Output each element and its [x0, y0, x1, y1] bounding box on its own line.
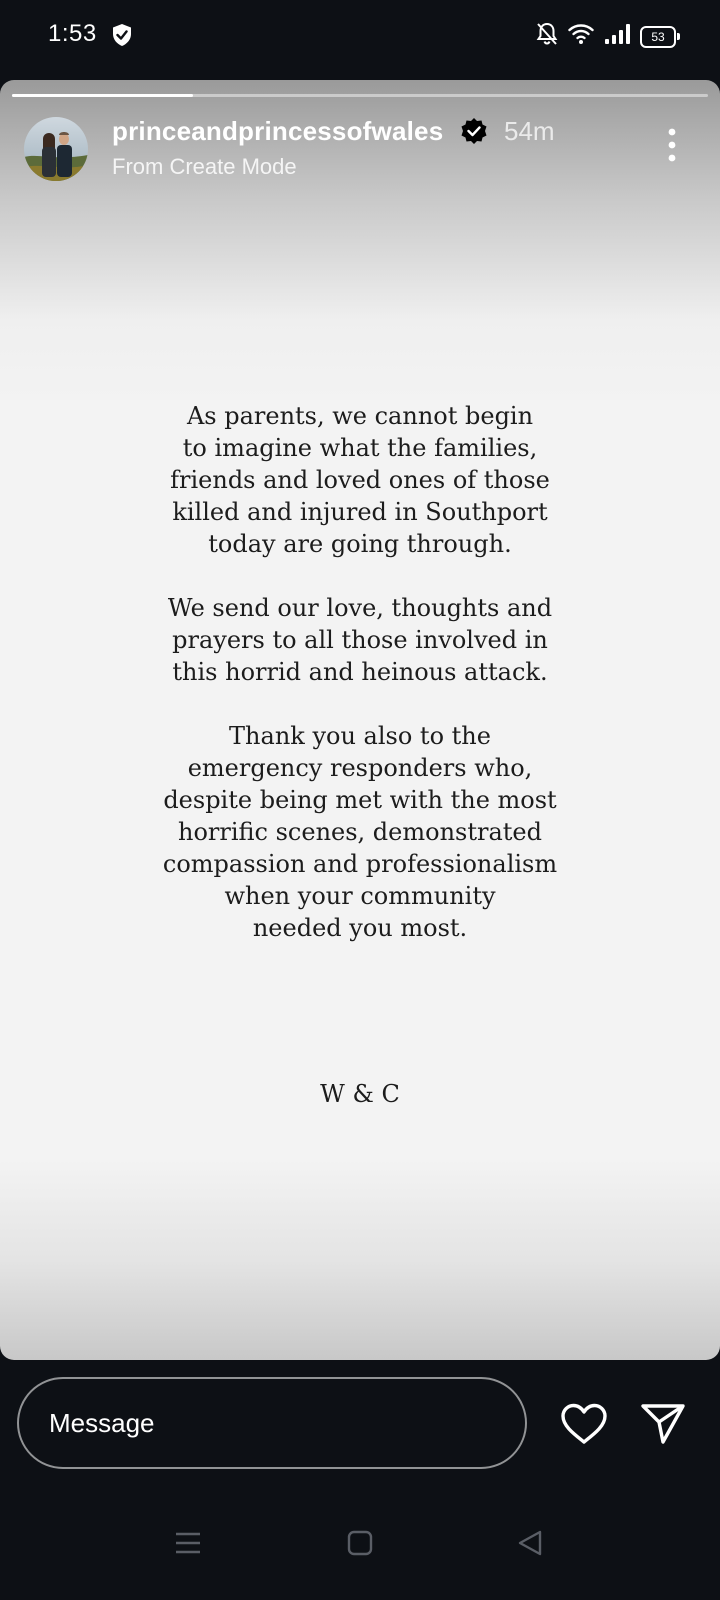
- statement-line: emergency responders who,: [187, 754, 533, 782]
- story-statement: [60, 400, 660, 976]
- story-progress-fill: [12, 94, 193, 97]
- story-username[interactable]: princeandprincessofwales: [112, 116, 444, 146]
- status-bar: [0, 0, 720, 72]
- battery-level: 53: [640, 26, 676, 48]
- avatar[interactable]: [24, 117, 88, 181]
- message-input[interactable]: [17, 1377, 527, 1469]
- story-progress-bar: [12, 94, 708, 97]
- verified-badge-icon: [461, 118, 487, 149]
- wifi-icon: [568, 23, 594, 50]
- more-options-button[interactable]: [652, 128, 692, 168]
- statement-line: prayers to all those involved in: [172, 626, 548, 654]
- status-time: 1:53: [48, 20, 97, 47]
- menu-icon[interactable]: [175, 1530, 201, 1561]
- statement-paragraph: [60, 592, 660, 688]
- story-card[interactable]: [0, 80, 720, 1360]
- story-subtitle: From Create Mode: [112, 154, 297, 179]
- statement-line: to imagine what the families,: [182, 434, 538, 462]
- battery-icon: [640, 26, 680, 48]
- statement-line: compassion and professionalism: [162, 850, 558, 878]
- statement-line: despite being met with the most: [163, 786, 557, 814]
- system-nav-bar: [0, 1500, 720, 1600]
- more-vertical-icon: [667, 128, 677, 164]
- statement-paragraph: [60, 720, 660, 944]
- statement-line: Thank you also to the: [229, 722, 491, 750]
- like-button[interactable]: [560, 1403, 608, 1450]
- statement-line: today are going through.: [208, 530, 512, 558]
- shield-check-icon: [113, 24, 131, 51]
- bell-off-icon: [536, 22, 558, 51]
- statement-line: As parents, we cannot begin: [186, 402, 534, 430]
- statement-signature: W & C: [320, 1080, 400, 1108]
- statement-line: needed you most.: [252, 914, 468, 942]
- send-icon: [640, 1403, 686, 1445]
- heart-icon: [560, 1403, 608, 1445]
- signal-icon: [604, 23, 630, 50]
- statement-paragraph: [60, 400, 660, 560]
- status-icons: [536, 22, 680, 51]
- send-button[interactable]: [640, 1403, 686, 1450]
- statement-line: this horrid and heinous attack.: [172, 658, 548, 686]
- statement-line: killed and injured in Southport: [172, 498, 548, 526]
- statement-line: when your community: [224, 882, 496, 910]
- back-triangle-icon[interactable]: [517, 1530, 543, 1561]
- home-square-icon[interactable]: [347, 1530, 373, 1561]
- statement-line: We send our love, thoughts and: [167, 594, 553, 622]
- story-time-ago: 54m: [504, 116, 555, 146]
- statement-line: horrific scenes, demonstrated: [178, 818, 542, 846]
- statement-line: friends and loved ones of those: [170, 466, 550, 494]
